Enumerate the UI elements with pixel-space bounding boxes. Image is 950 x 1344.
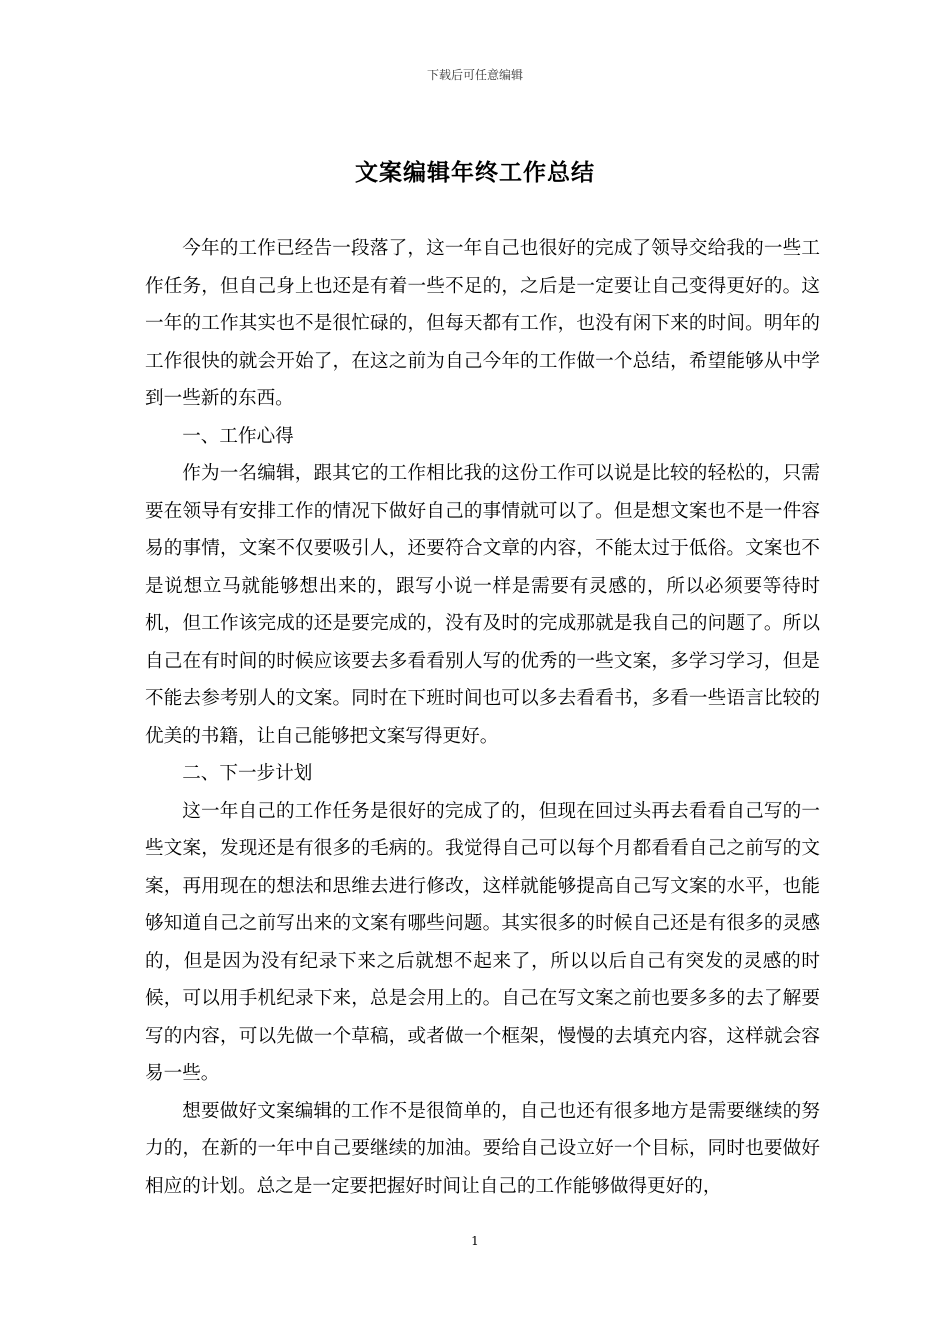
paragraph-work-experience: 作为一名编辑，跟其它的工作相比我的这份工作可以说是比较的轻松的，只需要在领导有安排工作的情况下做好自己的事情就可以了。但是想文案也不是一件容易的事情，文案不仅要吸引人，还要符合文章的内容，不能太过于低俗。文案也不是说想立马就能够想出来的，跟写小说一样是需要有灵感的，所以必须要等待时机，但工作该完成的还是要完成的，没有及时的完成那就是我自己的问题了。所以自己在有时间的时候应该要去多看看别人写的优秀的一些文案，多学习学习，但是不能去参考别人的文案。同时在下班时间也可以多去看看书，多看一些语言比较的优美的书籍，让自己能够把文案写得更好。: [145, 463, 820, 747]
section-heading-1: 一、工作心得: [182, 425, 294, 447]
section-heading-2: 二、下一步计划: [182, 763, 313, 784]
page-header: 下载后可任意编辑: [426, 68, 523, 82]
paragraph-intro: 今年的工作已经告一段落了，这一年自己也很好的完成了领导交给我的一些工作任务，但自己身上也还是有着一些不足的，之后是一定要让自己变得更好的。这一年的工作其实也不是很忙碌的，但每天都有工作，也没有闲下来的时间。明年的工作很快的就会开始了，在这之前为自己今年的工作做一个总结，希望能够从中学到一些新的东西。: [145, 238, 820, 409]
paragraph-conclusion: 想要做好文案编辑的工作不是很简单的，自己也还有很多地方是需要继续的努力的，在新的一年中自己要继续的加油。要给自己设立好一个目标，同时也要做好相应的计划。总之是一定要把握好时间让自己的工作能够做得更好的，: [145, 1100, 820, 1197]
paragraph-next-plan: 这一年自己的工作任务是很好的完成了的，但现在回过头再去看看自己写的一些文案，发现还是有很多的毛病的。我觉得自己可以每个月都看看自己之前写的文案，再用现在的想法和思维去进行修改，这样就能够提高自己写文案的水平，也能够知道自己之前写出来的文案有哪些问题。其实很多的时候自己还是有很多的灵感的，但是因为没有纪录下来之后就想不起来了，所以以后自己有突发的灵感的时候，可以用手机纪录下来，总是会用上的。自己在写文案之前也要多多的去了解要写的内容，可以先做一个草稿，或者做一个框架，慢慢的去填充内容，这样就会容易一些。: [145, 800, 820, 1084]
document-title: 文案编辑年终工作总结: [355, 160, 595, 186]
page-number: 1: [471, 1234, 479, 1248]
document-body: [145, 230, 820, 1205]
